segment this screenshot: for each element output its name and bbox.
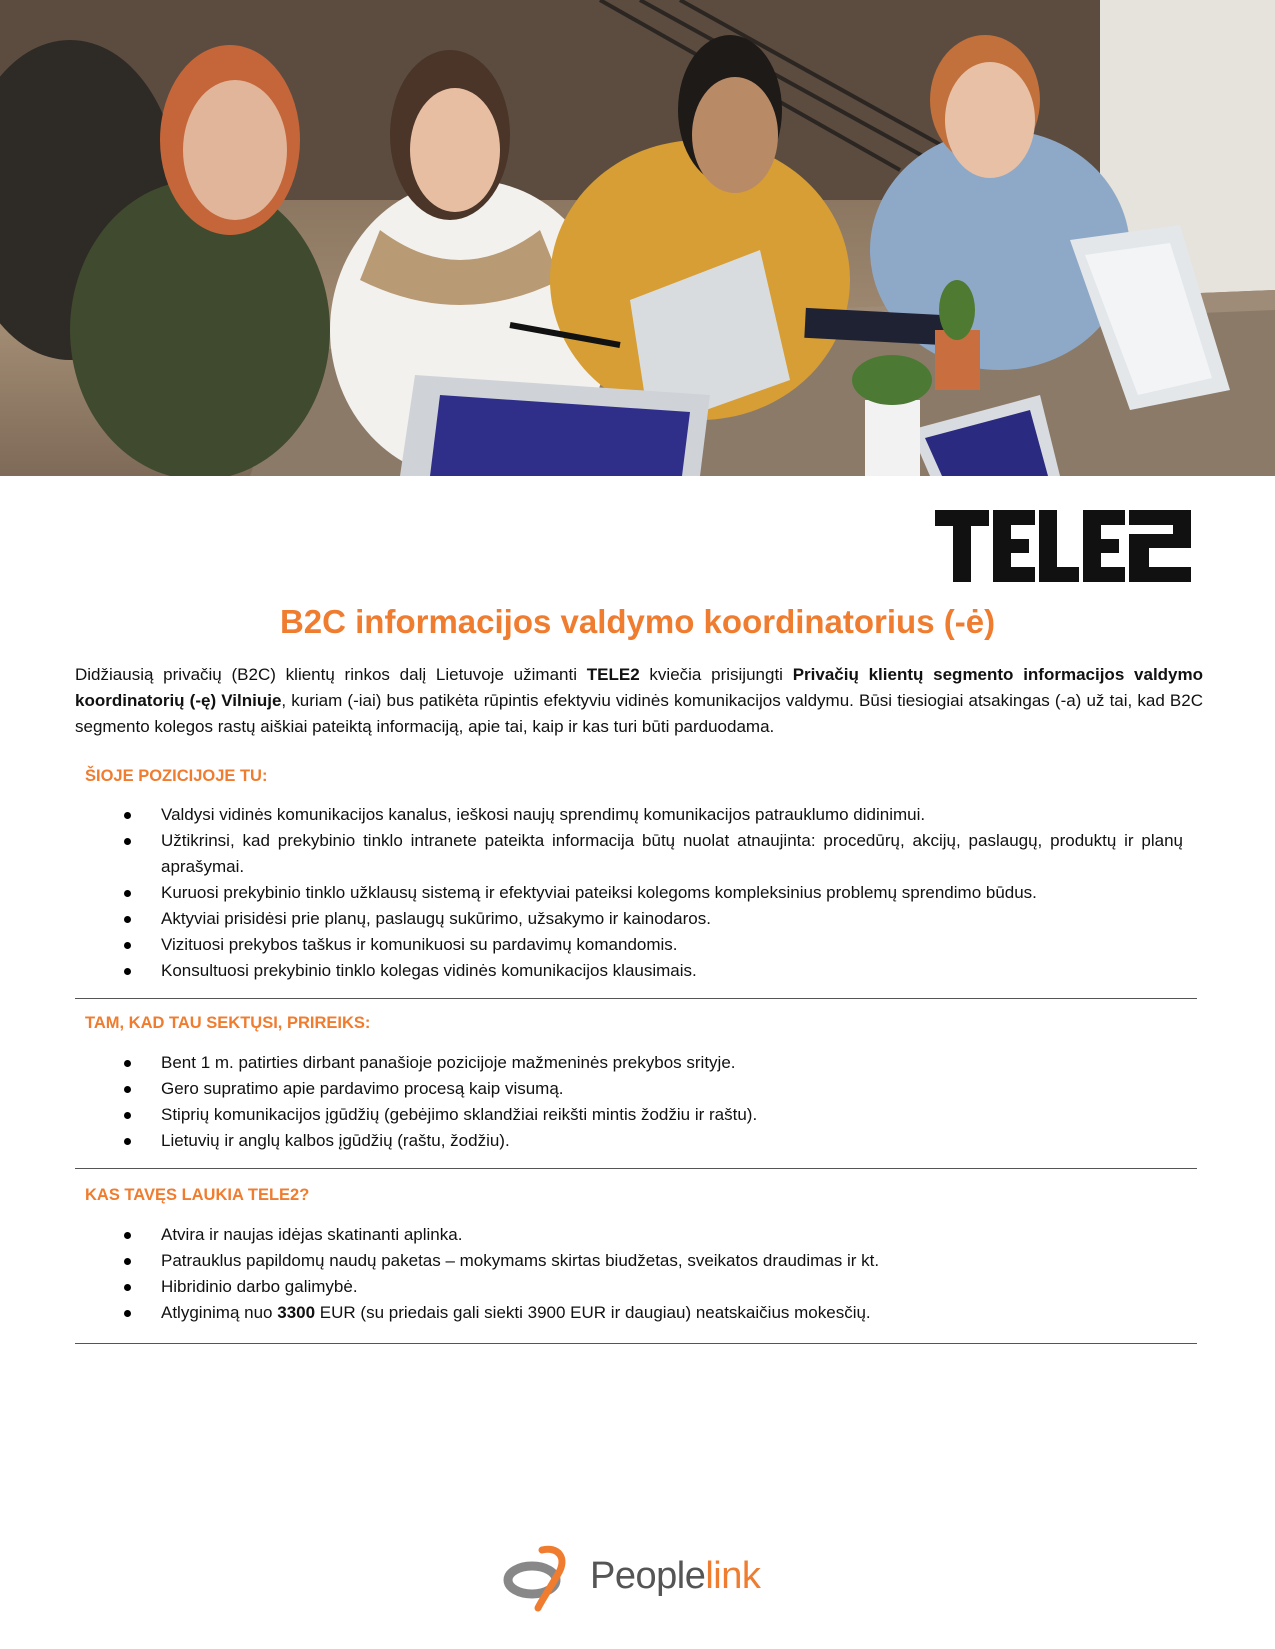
list-item: Aktyviai prisidėsi prie planų, paslaugų sukūrimo, užsakymo ir kainodaros. <box>120 906 1183 932</box>
list-item: Hibridinio darbo galimybė. <box>120 1274 1183 1300</box>
list-item: Lietuvių ir anglų kalbos įgūdžių (raštu, žodžiu). <box>120 1128 1183 1154</box>
list-item: Bent 1 m. patirties dirbant panašioje pozicijoje mažmeninės prekybos srityje. <box>120 1050 1183 1076</box>
peoplelink-wordmark: Peoplelink <box>590 1555 761 1597</box>
list-item: Konsultuosi prekybinio tinklo kolegas vidinės komunikacijos klausimais. <box>120 958 1183 984</box>
list-item: Gero supratimo apie pardavimo procesą kaip visumą. <box>120 1076 1183 1102</box>
intro-company: TELE2 <box>586 665 640 684</box>
list-item: Patrauklus papildomų naudų paketas – mokymams skirtas biudžetas, sveikatos draudimas ir kt. <box>120 1248 1183 1274</box>
list-item: Atvira ir naujas idėjas skatinanti aplinka. <box>120 1222 1183 1248</box>
list-item: Valdysi vidinės komunikacijos kanalus, ieškosi naujų sprendimų komunikacijos patrauklumo didinimui. <box>120 802 1183 828</box>
salary-item: Atlyginimą nuo 3300 EUR (su priedais gali siekti 3900 EUR ir daugiau) neatskaičius mokesčių. <box>120 1300 1183 1326</box>
list-item: Užtikrinsi, kad prekybinio tinklo intranete pateikta informacija būtų nuolat atnaujinta: procedūrų, akcijų, paslaugų, produktų ir planų aprašymai. <box>120 828 1183 880</box>
section-heading-benefits: KAS TAVĘS LAUKIA TELE2? <box>85 1186 310 1204</box>
peoplelink-logo-mark <box>498 1542 583 1614</box>
benefits-list <box>120 1222 1183 1326</box>
tele2-logo <box>935 488 1195 588</box>
section-heading-responsibilities: ŠIOJE POZICIJOJE TU: <box>85 767 268 785</box>
intro-paragraph: Didžiausią privačių (B2C) klientų rinkos dalį Lietuvoje užimanti TELE2 kviečia prisijungti Privačių klientų segmento informacijos valdymo koordinatorių (-ę) Vilniuje, kuriam (-iai) bus patikėta rūpintis efektyviu vidinės komunikacijos valdymu. Būsi tiesiogiai atsakingas (-a) už tai, kad B2C segmento kolegos rastų aiškiai pateiktą informaciją, apie tai, kaip ir kas turi būti parduodama. <box>75 665 1204 736</box>
job-title: B2C informacijos valdymo koordinatorius (-ė) <box>279 603 996 640</box>
requirements-list <box>120 1050 1183 1154</box>
intro-position: Privačių klientų segmento informacijos valdymo koordinatorių (-ę) Vilniuje <box>75 665 1204 710</box>
list-item: Kuruosi prekybinio tinklo užklausų sistemą ir efektyviai pateiksi kolegoms kompleksinius problemų sprendimo būdus. <box>120 880 1183 906</box>
salary-amount: 3300 <box>277 1303 316 1322</box>
divider <box>75 1168 1197 1169</box>
hero-photo <box>0 0 1275 476</box>
divider <box>75 998 1197 999</box>
responsibilities-list <box>120 802 1183 984</box>
list-item: Vizituosi prekybos taškus ir komunikuosi su pardavimų komandomis. <box>120 932 1183 958</box>
divider <box>75 1343 1197 1344</box>
list-item: Stiprių komunikacijos įgūdžių (gebėjimo sklandžiai reikšti mintis žodžiu ir raštu). <box>120 1102 1183 1128</box>
hero-illustration <box>0 0 1275 476</box>
section-heading-requirements: TAM, KAD TAU SEKTŲSI, PRIREIKS: <box>85 1014 371 1032</box>
